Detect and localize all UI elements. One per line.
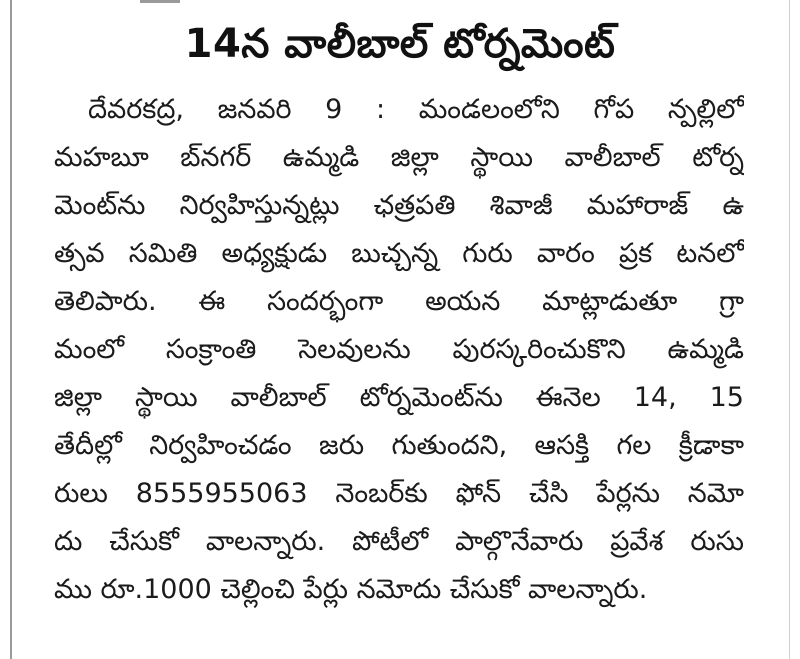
column-right-rule — [789, 0, 790, 659]
article-line: రులు 8555955063 నెంబర్‌కు ఫోన్ చేసి పేర్లను నమో — [54, 478, 744, 509]
column-left-rule — [10, 0, 12, 659]
article-line: జిల్లా స్థాయి వాలీబాల్ టోర్నమెంట్‌ను ఈనెల 14, 15 — [54, 382, 744, 413]
article-body — [54, 86, 744, 614]
article-line: దేవరకద్ర, జనవరి 9 : మండలంలోని గోప న్పల్లిలో — [88, 94, 744, 125]
article-line: మెంట్‌ను నిర్వహిస్తున్నట్లు ఛత్రపతి శివాజీ మహారాజ్ ఉ — [54, 190, 744, 221]
article-line: మంలో సంక్రాంతి సెలవులను పురస్కరించుకొని ఉమ్మడి — [54, 334, 744, 365]
article-line: తేదీల్లో నిర్వహించడం జరు గుతుందని, ఆసక్తి గల క్రీడాకా — [54, 430, 744, 461]
article-line: త్సవ సమితి అధ్యక్షుడు బుచ్చన్న గురు వారం ప్రక టనలో — [54, 238, 744, 269]
article-line: ము రూ.1000 చెల్లించి పేర్లు నమోదు చేసుకో వాలన్నారు. — [54, 574, 648, 605]
article-line: తెలిపారు. ఈ సందర్భంగా అయన మాట్లాడుతూ గ్రా — [54, 286, 744, 317]
article-line: దు చేసుకో వాలన్నారు. పోటీలో పాల్గొనేవారు ప్రవేశ రుసు — [54, 526, 744, 557]
article-headline: 14న వాలీబాల్ టోర్నమెంట్ — [184, 21, 616, 67]
top-edge-mark — [140, 0, 180, 3]
article-line: మహబూ బ్‌నగర్ ఉమ్మడి జిల్లా స్థాయి వాలీబాల్ టోర్న — [54, 142, 744, 173]
